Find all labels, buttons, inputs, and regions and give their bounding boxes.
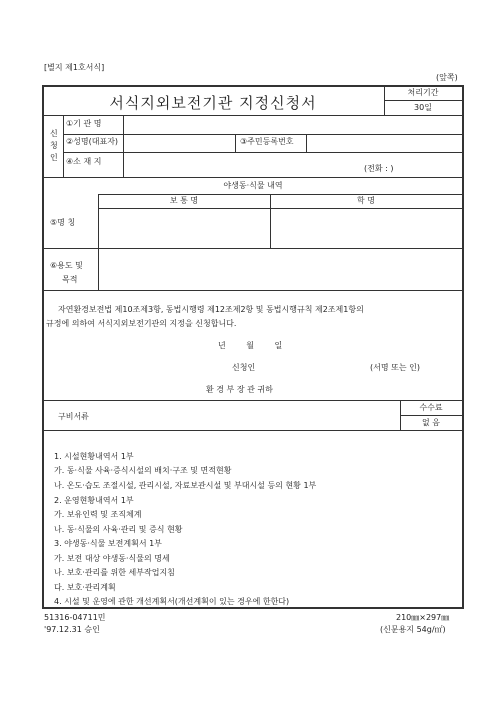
document-item: 가. 보전 대상 야생동·식물의 명세 — [54, 554, 170, 563]
species-name-label: ⑤명 칭 — [50, 218, 76, 227]
form-number: [별지 제1호서식] — [44, 63, 105, 72]
processing-period-label: 처리기간 — [407, 88, 439, 97]
fee-value: 없 음 — [422, 418, 440, 427]
document-item: 나. 동·식물의 사육·관리 및 증식 현황 — [54, 525, 183, 534]
purpose-label-line1: ⑥용도 및 — [50, 261, 83, 270]
species-section-title: 야생동·식물 내역 — [223, 181, 283, 190]
paper-type: (신문용지 54g/㎡) — [380, 625, 446, 634]
form-title: 서식지외보전기관 지정신청서 — [109, 94, 317, 112]
document-item: 나. 온도·습도 조절시설, 관리시설, 자료보관시설 및 부대시설 등의 현황 1부 — [54, 481, 317, 490]
phone-field[interactable]: (전화 : ) — [364, 164, 394, 173]
declaration-line2: 규정에 의하여 서식지외보전기관의 지정을 신청합니다. — [46, 319, 237, 328]
approval-date: '97.12.31 승인 — [44, 625, 100, 634]
signature-field[interactable]: (서명 또는 인) — [370, 363, 420, 372]
addressee: 환 경 부 장 관 귀하 — [206, 385, 273, 394]
org-name-label: ①기 관 명 — [66, 119, 102, 128]
applicant-label: 신청인 — [232, 363, 256, 372]
form-code: 51316-04711민 — [44, 613, 106, 622]
scientific-name-header: 학 명 — [357, 196, 375, 205]
page-side: (앞쪽) — [436, 73, 458, 82]
common-name-field[interactable] — [100, 210, 268, 246]
resident-number-label: ③주민등록번호 — [240, 137, 294, 146]
fee-label: 수수료 — [419, 403, 443, 412]
name-field[interactable] — [125, 136, 233, 151]
document-item: 2. 운영현황내역서 1부 — [54, 496, 134, 505]
document-item: 가. 보유인력 및 조직체계 — [54, 510, 142, 519]
address-label: ④소 재 지 — [66, 157, 102, 166]
document-item: 4. 시설 및 운영에 관한 개선계획서(개선계획이 있는 경우에 한한다) — [54, 597, 290, 606]
name-label: ②성명(대표자) — [66, 137, 119, 146]
document-item: 3. 야생동·식물 보전계획서 1부 — [54, 539, 162, 548]
resident-number-field[interactable] — [308, 136, 460, 151]
applicant-char-1: 신 — [50, 129, 58, 138]
document-item: 1. 시설현황내역서 1부 — [54, 452, 134, 461]
paper-size: 210㎜×297㎜ — [396, 613, 450, 622]
document-item: 가. 동·식물 사육·증식시설의 배치·구조 및 면적현황 — [54, 466, 232, 475]
org-name-field[interactable] — [125, 117, 460, 132]
purpose-field[interactable] — [100, 250, 460, 288]
applicant-char-2: 청 — [50, 141, 58, 150]
applicant-char-3: 인 — [50, 153, 58, 162]
application-date: 년 월 일 — [218, 341, 283, 350]
declaration-line1: 자연환경보전법 제10조제3항, 동법시행령 제12조제2항 및 동법시행규칙 제2조제1항의 — [58, 305, 364, 314]
address-field[interactable] — [125, 154, 460, 175]
purpose-label-line2: 목적 — [62, 275, 78, 284]
document-item: 나. 보호·관리를 위한 세부작업지침 — [54, 568, 175, 577]
processing-period-value: 30일 — [414, 103, 432, 112]
document-item: 다. 보호·관리계획 — [54, 583, 116, 592]
documents-label: 구비서류 — [58, 412, 89, 421]
common-name-header: 보 통 명 — [169, 196, 199, 205]
scientific-name-field[interactable] — [272, 210, 460, 246]
